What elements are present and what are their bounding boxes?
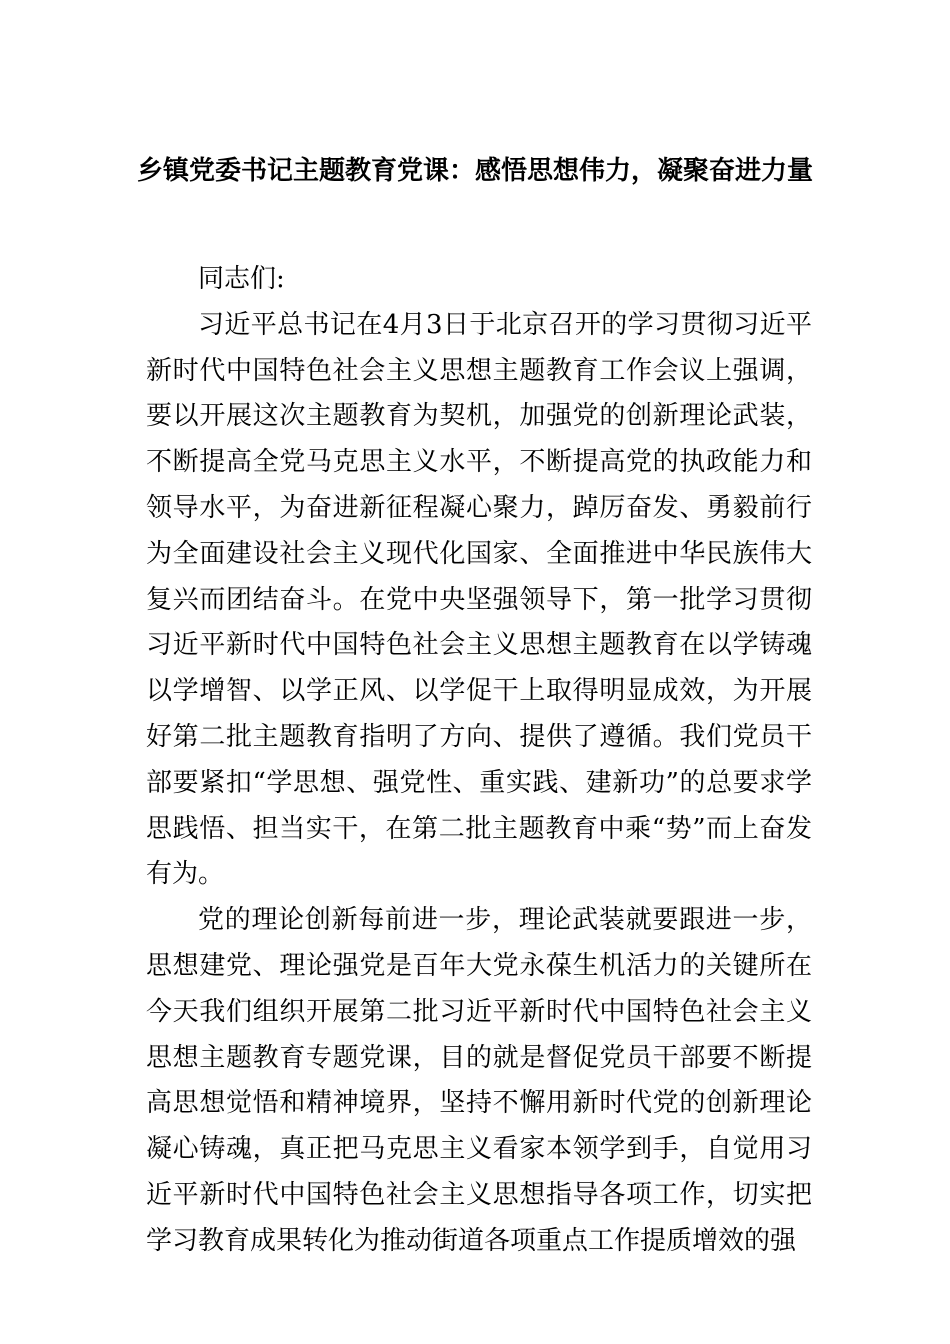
salutation: 同志们: xyxy=(198,264,285,294)
document-title: 乡镇党委书记主题教育党课：感悟思想伟力，凝聚奋进力量 xyxy=(136,156,813,186)
paragraph-1: 习近平总书记在4月3日于北京召开的学习贯彻习近平新时代中国特色社会主义思想主题教育工作会议上强调，要以开展这次主题教育为契机，加强党的创新理论武装，不断提高全党马克思主义水平，不断提高党的执政能力和领导水平，为奋进新征程凝心聚力，踔厉奋发、勇毅前行为全面建设社会主义现代化国家、全面推进中华民族伟大复兴而团结奋斗。在党中央坚强领导下，第一批学习贯彻习近平新时代中国特色社会主义思想主题教育在以学铸魂以学增智、以学正风、以学促干上取得明显成效，为开展好第二批主题教育指明了方向、提供了遵循。我们党员干部要紧扣“学思想、强党性、重实践、建新功”的总要求学思践悟、担当实干，在第二批主题教育中乘“势”而上奋发有为。 xyxy=(146,309,812,890)
paragraph-2: 党的理论创新每前进一步，理论武装就要跟进一步，思想建党、理论强党是百年大党永葆生机活力的关键所在今天我们组织开展第二批习近平新时代中国特色社会主义思想主题教育专题党课，目的就是督促党员干部要不断提高思想觉悟和精神境界，坚持不懈用新时代党的创新理论凝心铸魂，真正把马克思主义看家本领学到手，自觉用习近平新时代中国特色社会主义思想指导各项工作，切实把学习教育成果转化为推动街道各项重点工作提质增效的强 xyxy=(146,905,812,1256)
document-body xyxy=(146,257,812,1265)
